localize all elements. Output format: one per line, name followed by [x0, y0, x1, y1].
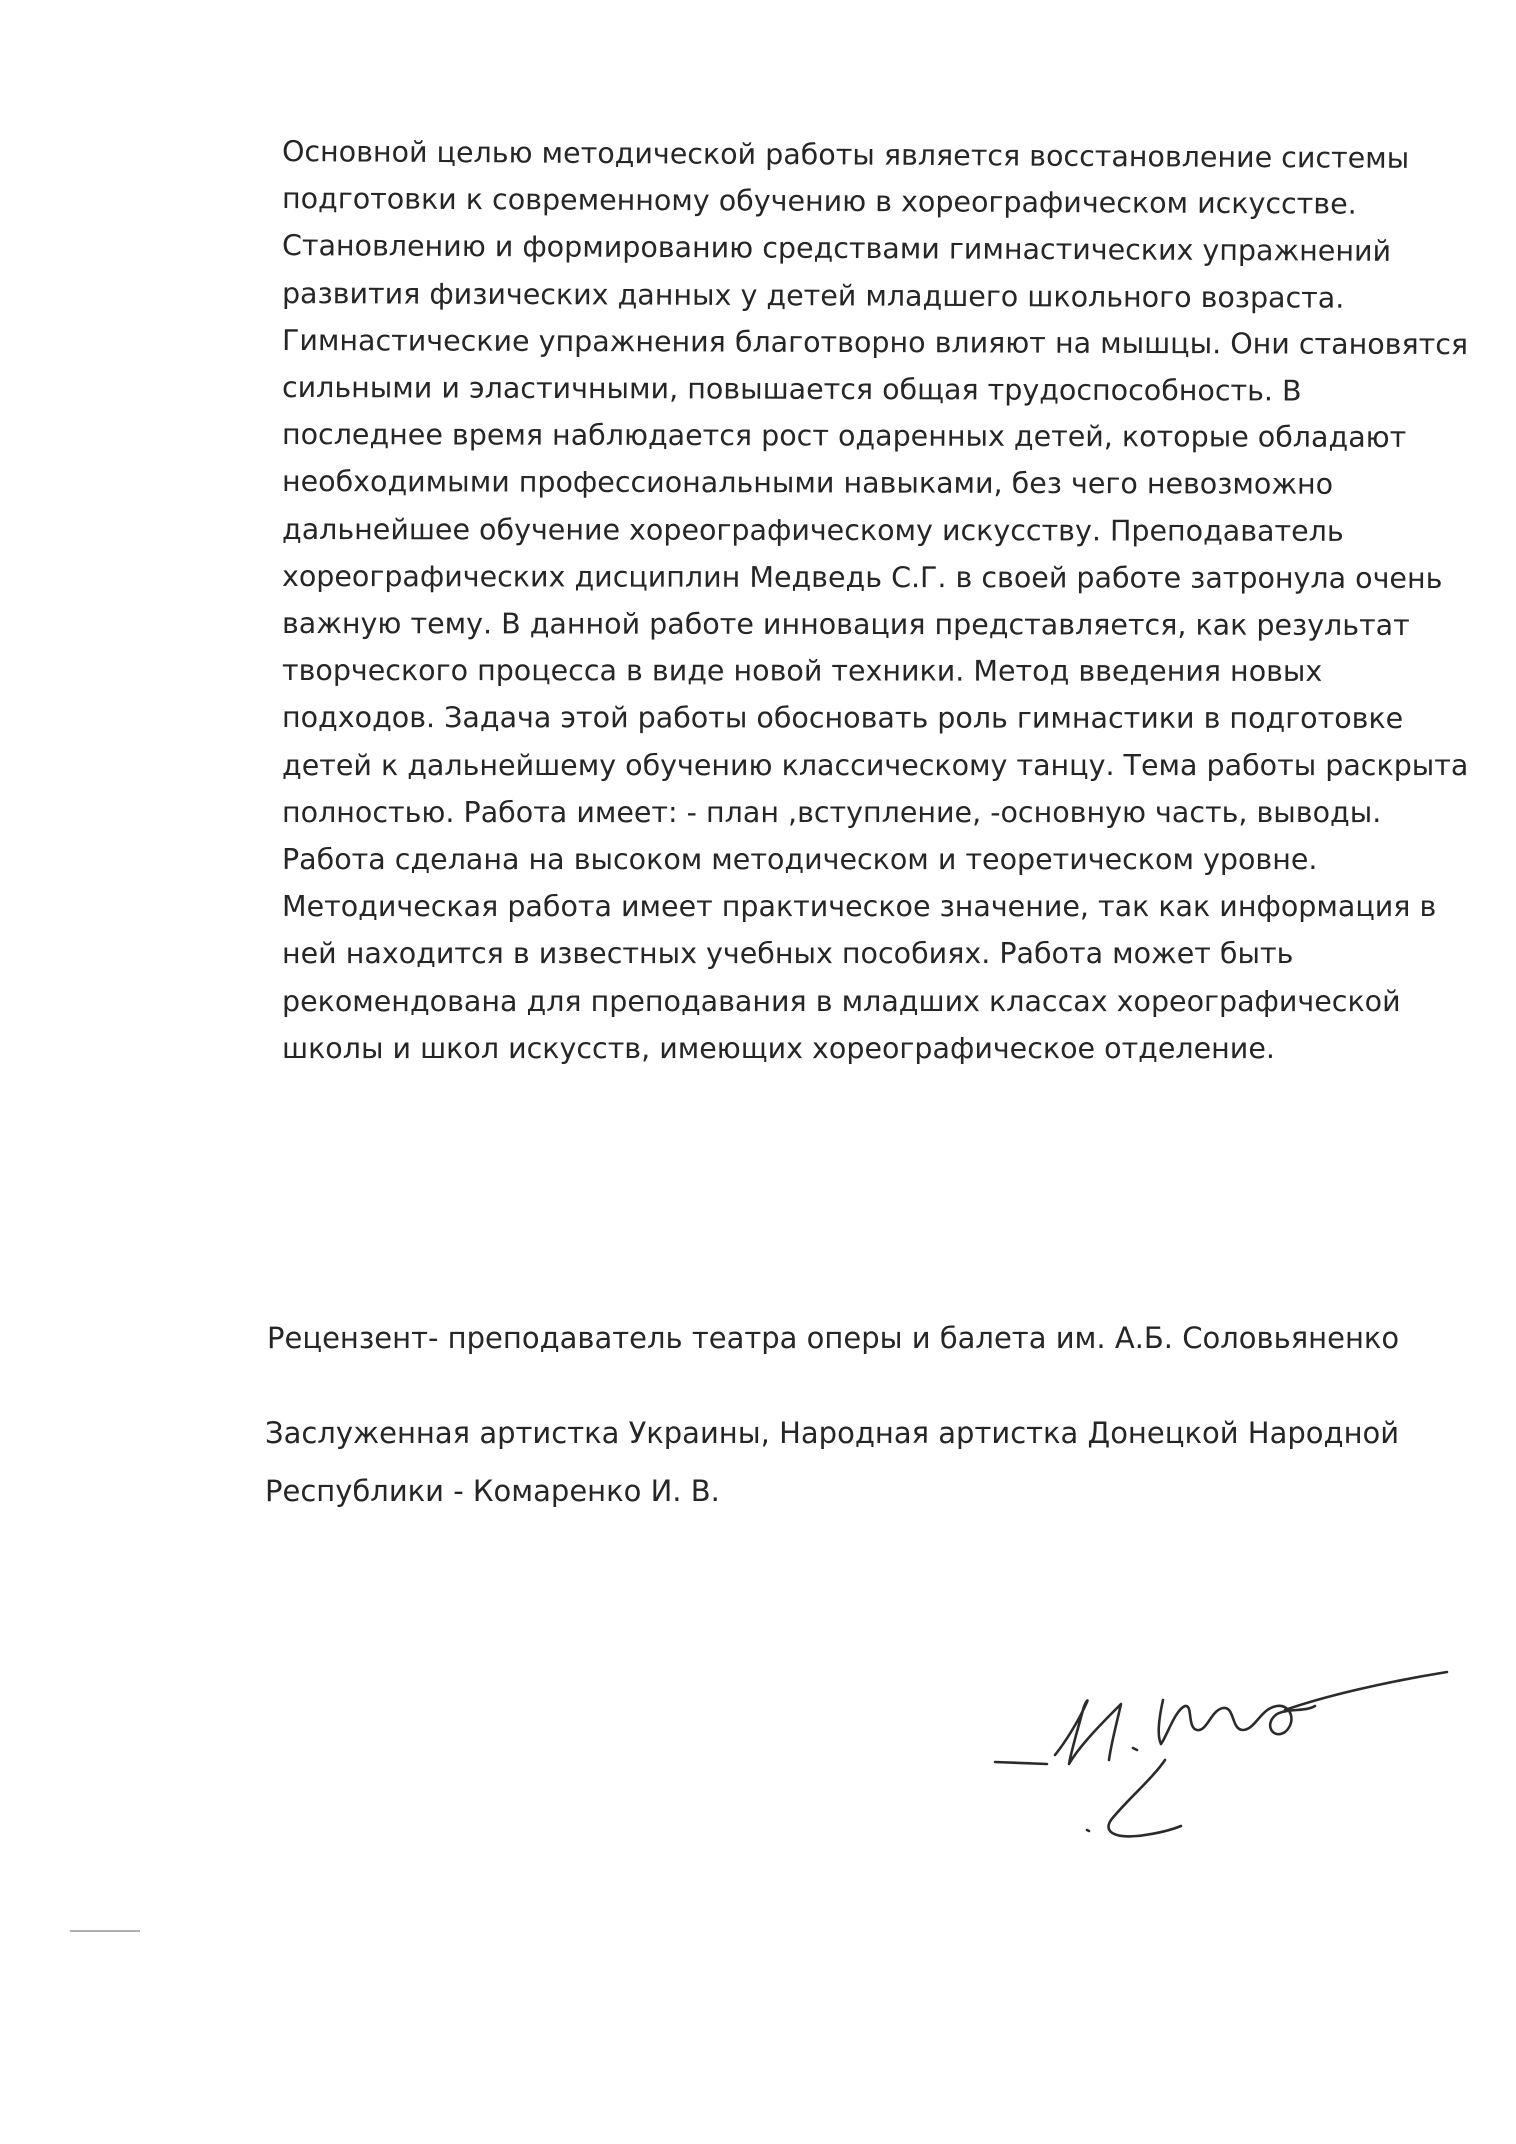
body-line: подходов. Задача этой работы обосновать роль гимнастики в подготовке: [281, 701, 1404, 736]
body-line: детей к дальнейшему обучению классическому танцу. Тема работы раскрыта: [282, 748, 1469, 782]
body-line: Гимнастические упражнения благотворно влияют на мышцы. Они становятся: [281, 323, 1469, 361]
body-line: важную тему. В данной работе инновация представляется, как результат: [281, 607, 1410, 642]
body-line: Работа сделана на высоком методическом и теоретическом уровне.: [282, 843, 1318, 877]
body-line: Методическая работа имеет практическое значение, так как информация в: [282, 890, 1437, 924]
body-line: ней находится в известных учебных пособиях. Работа может быть: [282, 937, 1294, 971]
body-line: сильными и эластичными, повышается общая трудоспособность. В: [281, 371, 1302, 408]
reviewer-line: Рецензент- преподаватель театра оперы и балета им. А.Б. Соловьяненко: [267, 1321, 1400, 1355]
body-line: Становлению и формированию средствами гимнастических упражнений: [281, 229, 1392, 269]
credentials-line: Республики - Комаренко И. В.: [265, 1474, 720, 1508]
body-line: подготовки к современному обучению в хореографическом искусстве.: [281, 182, 1357, 221]
review-body: [281, 128, 1469, 1072]
body-line: полностью. Работа имеет: - план ,вступление, -основную часть, выводы.: [282, 795, 1382, 829]
body-line: школы и школ искусств, имеющих хореографическое отделение.: [282, 1031, 1275, 1065]
body-line: дальнейшее обучение хореографическому искусству. Преподаватель: [281, 512, 1344, 548]
scan-artifact-line: [70, 1930, 140, 1932]
body-line: хореографических дисциплин Медведь С.Г. в своей работе затронула очень: [281, 559, 1443, 595]
credentials-line: Заслуженная артистка Украины, Народная артистка Донецкой Народной: [265, 1416, 1400, 1450]
reviewer-credentials: [265, 1404, 1465, 1520]
body-line: творческого процесса в виде новой техники. Метод введения новых: [281, 654, 1323, 689]
handwritten-signature: [985, 1640, 1455, 1870]
body-line: развития физических данных у детей младшего школьного возраста.: [281, 276, 1345, 315]
body-line: рекомендована для преподавания в младших классах хореографической: [282, 984, 1401, 1018]
body-line: необходимыми профессиональными навыками, без чего невозможно: [281, 465, 1334, 502]
body-line: последнее время наблюдается рост одаренных детей, которые обладают: [281, 418, 1407, 455]
body-line: Основной целью методической работы является восстановление системы: [281, 135, 1410, 175]
